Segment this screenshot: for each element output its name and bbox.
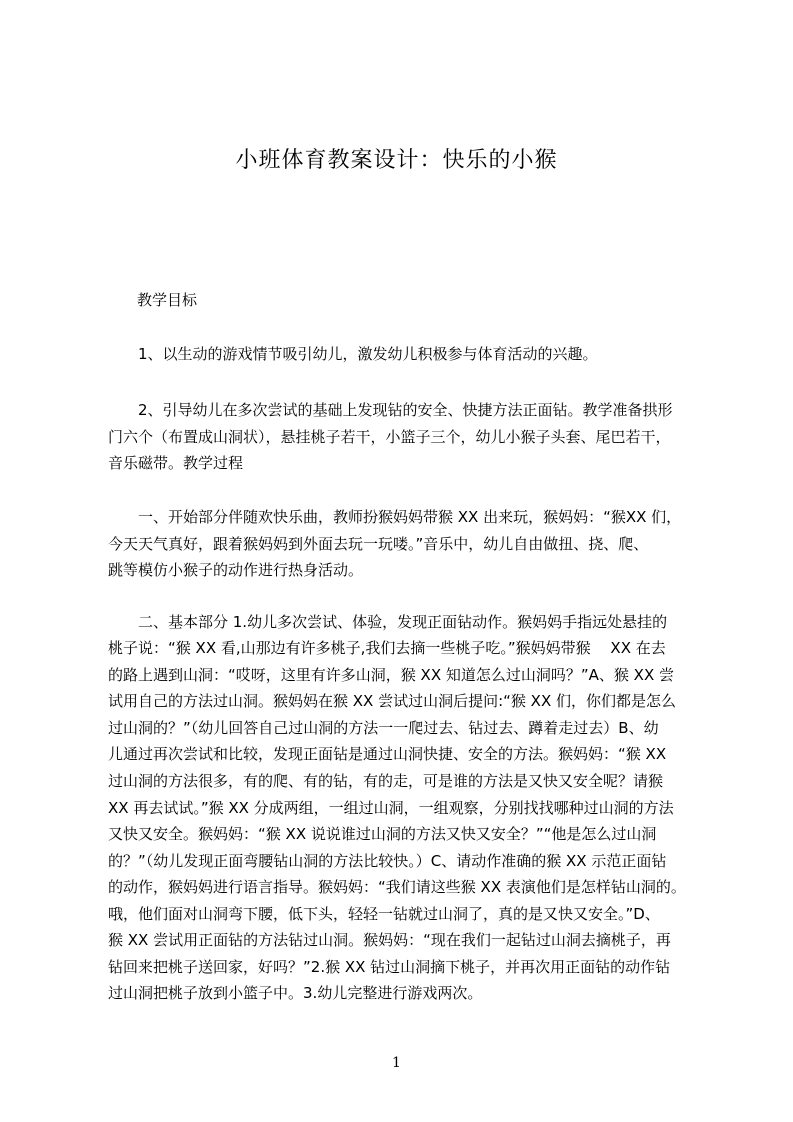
paragraph-line: 的动作，猴妈妈进行语言指导。猴妈妈：“我们请这些猴 XX 表演他们是怎样钻山洞的。: [108, 878, 686, 896]
section-heading: 教学目标: [137, 291, 198, 309]
paragraph-line: 的路上遇到山洞：“哎呀，这里有许多山洞，猴 XX 知道怎么过山洞吗？”A、猴 XX 尝: [108, 666, 674, 684]
paragraph-line: 门六个（布置成山洞状），悬挂桃子若干，小篮子三个，幼儿小猴子头套、尾巴若干，: [108, 428, 671, 446]
paragraph-line: 钻回来把桃子送回家，好吗？”2.猴 XX 钻过山洞摘下桃子，并再次用正面钻的动作钻: [108, 958, 671, 976]
paragraph-line: 猴 XX 尝试用正面钻的方法钻过山洞。猴妈妈：“现在我们一起钻过山洞去摘桃子，再: [108, 931, 671, 949]
paragraph-line: 过山洞的？”（幼儿回答自己过山洞的方法一一爬过去、钻过去、蹲着走过去）B、幼: [108, 719, 659, 737]
paragraph-line: 音乐磁带。教学过程: [108, 454, 244, 472]
paragraph-line: 2、引导幼儿在多次尝试的基础上发现钻的安全、快捷方法正面钻。教学准备拱形: [108, 401, 673, 419]
paragraph-line: 的？”（幼儿发现正面弯腰钻山洞的方法比较快。）C、请动作准确的猴 XX 示范正面钻: [108, 852, 667, 870]
paragraph-line: 儿通过再次尝试和比较，发现正面钻是通过山洞快捷、安全的方法。猴妈妈：“猴 XX: [108, 745, 667, 763]
paragraph-line: 跳等模仿小猴子的动作进行热身活动。: [108, 561, 364, 579]
paragraph-line: 今天天气真好，跟着猴妈妈到外面去玩一玩喽。”音乐中，幼儿自由做扭、挠、爬、: [108, 535, 649, 553]
paragraph-line: 哦，他们面对山洞弯下腰，低下头，轻轻一钻就过山洞了，真的是又快又安全。”D、: [108, 905, 660, 923]
paragraph-line: XX 再去试试。”猴 XX 分成两组，一组过山洞，一组观察，分别找找哪种过山洞的方法: [108, 799, 674, 817]
page-title: 小班体育教案设计：快乐的小猴: [235, 148, 558, 173]
page-number: 1: [392, 1055, 401, 1071]
paragraph-line: 二、基本部分 1.幼儿多次尝试、体验，发现正面钻动作。猴妈妈手指远处悬挂的: [108, 613, 668, 631]
paragraph-line: 一、开始部分伴随欢快乐曲，教师扮猴妈妈带猴 XX 出来玩，猴妈妈：“猴XX 们，: [108, 508, 682, 526]
paragraph-line: 又快又安全。猴妈妈：“猴 XX 说说谁过山洞的方法又快又安全？”“他是怎么过山洞: [108, 825, 657, 843]
paragraph-line: 桃子说：“猴 XX 看,山那边有许多桃子,我们去摘一些桃子吃。”猴妈妈带猴 XX 在去: [108, 639, 666, 657]
paragraph-line: 过山洞的方法很多，有的爬、有的钻，有的走，可是谁的方法是又快又安全呢？请猴: [108, 772, 664, 790]
paragraph-line: 试用自己的方法过山洞。猴妈妈在猴 XX 尝试过山洞后提问:“猴 XX 们，你们都是怎么: [108, 692, 677, 710]
paragraph-line: 1、以生动的游戏情节吸引幼儿，激发幼儿积极参与体育活动的兴趣。: [108, 345, 598, 363]
paragraph-line: 过山洞把桃子放到小篮子中。3.幼儿完整进行游戏两次。: [108, 984, 483, 1002]
